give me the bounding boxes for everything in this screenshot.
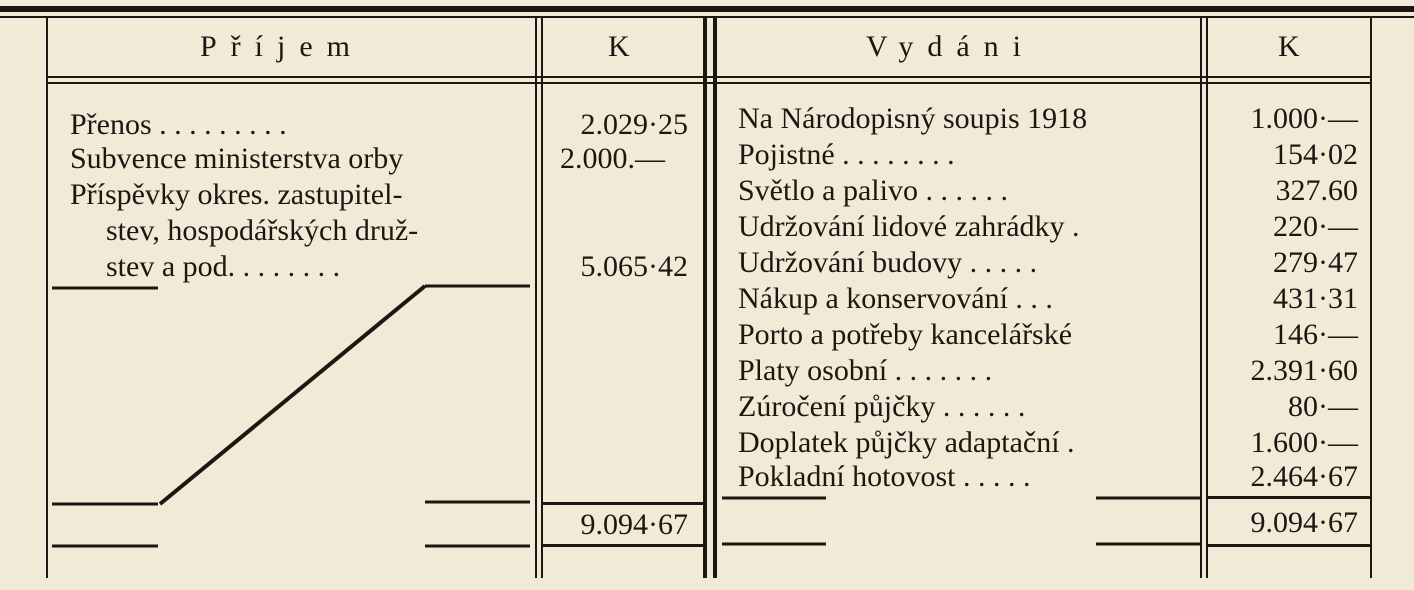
expense-label: Udržování budovy . . . . . (738, 246, 1038, 279)
income-row (106, 214, 526, 248)
income-amount: 2.029·25 (580, 108, 688, 141)
income-label: Subvence ministerstva orby (70, 142, 404, 175)
expense-amount: 154·02 (1273, 138, 1358, 171)
expense-label: Světlo a palivo . . . . . . (738, 174, 1008, 207)
income-amount: 2.000.— (560, 142, 665, 175)
expense-fill-lines (718, 490, 1208, 560)
expense-amount: 279·47 (1273, 246, 1358, 279)
income-total: 9.094·67 (580, 508, 688, 541)
expense-currency-header: K (1278, 30, 1300, 63)
income-label: stev a pod. . . . . . . . (106, 250, 341, 283)
top-rule (0, 6, 1414, 12)
income-row (70, 108, 525, 142)
expense-amount: 431·31 (1273, 282, 1358, 315)
expense-total: 9.094·67 (1250, 506, 1358, 539)
income-total-rule (543, 502, 703, 505)
expense-amount: 2.464·67 (1250, 460, 1358, 493)
expense-amount: 220·— (1273, 210, 1358, 243)
expense-amount: 1.600·— (1250, 426, 1358, 459)
income-row (106, 250, 526, 284)
income-amount: 5.065·42 (580, 250, 688, 283)
expense-amount: 146·— (1273, 318, 1358, 351)
expense-total-rule (1208, 496, 1370, 499)
expense-amount: 2.391·60 (1250, 354, 1358, 387)
rule-center-a (703, 18, 707, 578)
expense-amount: 80·— (1288, 390, 1358, 423)
expense-label: Pojistné . . . . . . . . (738, 138, 955, 171)
header-underline (48, 76, 1370, 78)
income-row (70, 178, 525, 212)
income-label: stev, hospodářských druž- (106, 214, 419, 247)
expense-label: Porto a potřeby kancelářské (738, 318, 1073, 351)
income-label: Příspěvky okres. zastupitel- (70, 178, 403, 211)
income-currency-header: K (608, 30, 630, 63)
expense-label: Pokladní hotovost . . . . . (738, 460, 1031, 493)
income-label: Přenos . . . . . . . . . (70, 108, 287, 141)
expense-header: Vydáni (866, 30, 1035, 63)
expense-label: Zúročení půjčky . . . . . . (738, 390, 1026, 423)
expense-amount: 327.60 (1275, 174, 1358, 207)
expense-label: Doplatek půjčky adaptační . (738, 426, 1075, 459)
header-underline-2 (48, 82, 1370, 84)
income-total-underline (543, 544, 703, 547)
income-fill-lines (40, 280, 540, 560)
expense-label: Nákup a konservování . . . (738, 282, 1053, 315)
expense-amount: 1.000·— (1250, 102, 1358, 135)
rule-income-amount-2 (541, 18, 543, 578)
income-header: Příjem (200, 30, 364, 63)
expense-total-underline (1208, 544, 1370, 547)
rule-right (1370, 18, 1372, 578)
expense-label: Udržování lidové zahrádky . (738, 210, 1080, 243)
expense-label: Na Národopisný soupis 1918 (738, 102, 1088, 135)
expense-label: Platy osobní . . . . . . . (738, 354, 993, 387)
income-row (70, 142, 525, 176)
rule-center-b (713, 18, 717, 578)
